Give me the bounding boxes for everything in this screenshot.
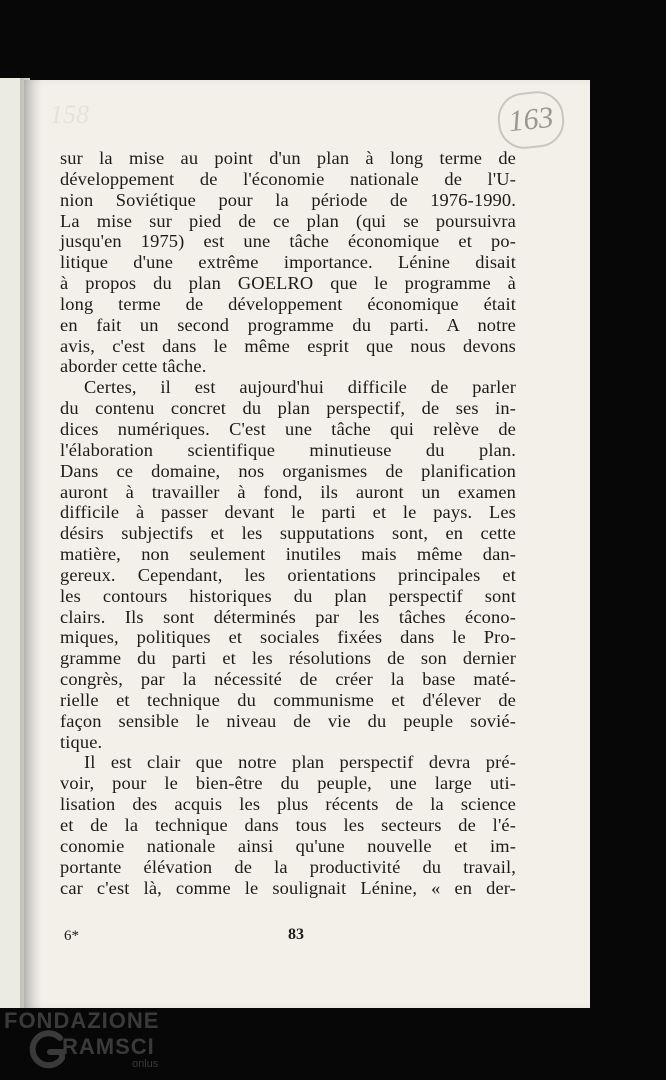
text-line: gereux. Cependant, les orientations principales et — [60, 564, 516, 585]
text-line: auront à travailler à fond, ils auront un examen — [60, 481, 516, 502]
text-line: façon sensible le niveau de vie du peuple sovié- — [60, 710, 516, 731]
text-line: désirs subjectifs et les supputations sont, en cette — [60, 523, 516, 544]
text-line: La mise sur pied de ce plan (qui se poursuivra — [60, 210, 516, 231]
text-line: lisation des acquis les plus récents de la science — [60, 794, 516, 815]
text-line: en fait un second programme du parti. A notre — [60, 314, 516, 335]
text-line: miques, politiques et sociales fixées dans le Pro- — [60, 627, 516, 648]
text-line: et de la technique dans tous les secteurs de l'é- — [60, 815, 516, 835]
text-line: Il est clair que notre plan perspectif devra pré- — [84, 752, 516, 773]
book-gutter — [20, 78, 42, 1008]
text-line: sur la mise au point d'un plan à long terme de — [60, 148, 516, 168]
logo-text-line2: RAMSCI — [62, 1034, 155, 1059]
text-line: clairs. Ils sont déterminés par les tâches écono- — [60, 606, 516, 627]
text-line: conomie nationale ainsi qu'une nouvelle et im- — [60, 835, 516, 856]
text-line: aborder cette tâche. — [60, 356, 207, 377]
text-line: portante élévation de la productivité du travail, — [60, 856, 516, 877]
text-line: voir, pour le bien-être du peuple, une large uti- — [60, 773, 516, 794]
text-line: jusqu'en 1975) est une tâche économique et po- — [60, 231, 516, 252]
page-number: 83 — [288, 926, 304, 943]
text-line: dices numériques. C'est une tâche qui relève de — [60, 418, 516, 439]
text-line: l'élaboration scientifique minutieuse du plan. — [60, 439, 516, 460]
faint-page-mark: 158 — [50, 100, 89, 129]
text-line: avis, c'est dans le même esprit que nous devons — [60, 335, 516, 356]
handwritten-page-number: 163 — [495, 89, 566, 152]
text-line: Certes, il est aujourd'hui difficile de parler — [84, 377, 516, 398]
text-line: les contours historiques du plan perspectif sont — [60, 585, 516, 606]
signature-mark: 6* — [64, 928, 79, 944]
text-line: long terme de développement économique était — [60, 293, 516, 314]
logo-suffix: onlus — [132, 1058, 159, 1070]
text-line: difficile à passer devant le parti et le pays. Les — [60, 502, 516, 523]
text-line: à propos du plan GOELRO que le programme à — [60, 273, 516, 294]
text-line: car c'est là, comme le soulignait Lénine, « en der- — [60, 877, 516, 898]
text-line: congrès, par la nécessité de créer la base maté- — [60, 669, 516, 690]
body-text — [60, 148, 516, 898]
text-line: nion Soviétique pour la période de 1976-1990. — [60, 189, 516, 210]
text-line: tique. — [60, 731, 103, 752]
text-line: rielle et technique du communisme et d'élever de — [60, 689, 516, 710]
text-line: du contenu concret du plan perspectif, de ses in- — [60, 398, 516, 419]
text-line: matière, non seulement inutiles mais même dan- — [60, 544, 516, 565]
text-line: développement de l'économie nationale de l'U- — [60, 168, 516, 189]
text-line: Dans ce domaine, nos organismes de planification — [60, 460, 516, 481]
text-line: gramme du parti et les résolutions de son dernier — [60, 648, 516, 669]
text-line: litique d'une extrême importance. Lénine disait — [60, 252, 516, 273]
logo-text-line1: FONDAZIONE — [4, 1008, 160, 1033]
